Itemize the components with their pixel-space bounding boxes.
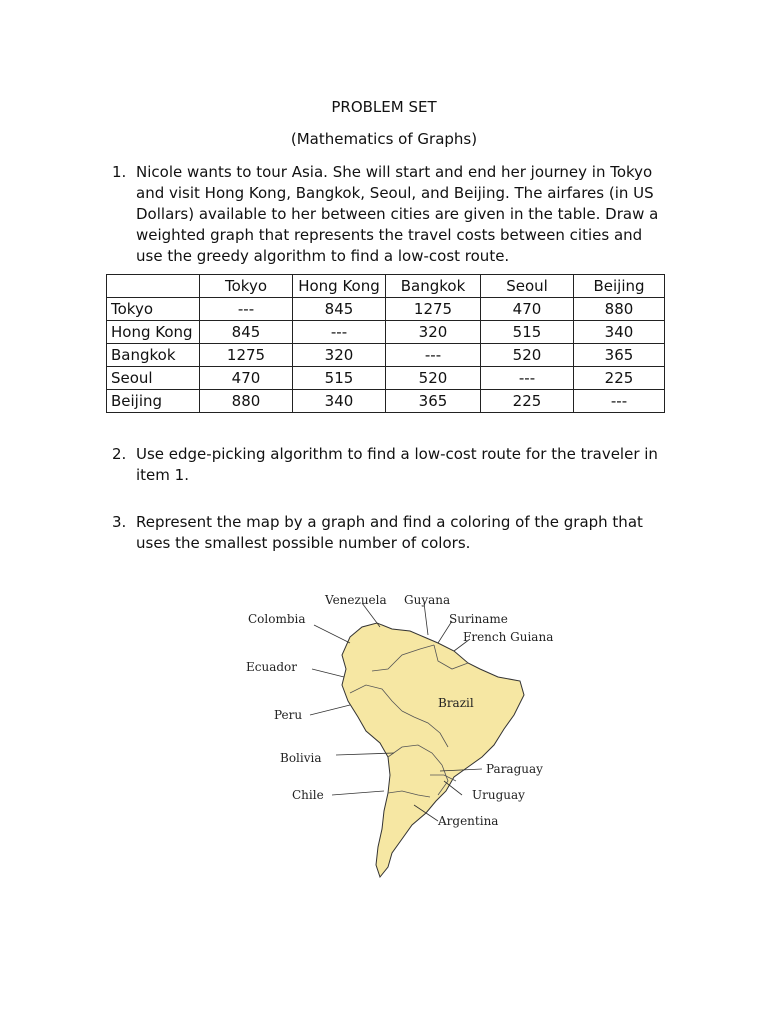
table-row [107, 298, 665, 321]
map-label-argentina: Argentina [438, 814, 499, 828]
question-number: 1. [112, 163, 127, 181]
table-row-header: Hong Kong [107, 321, 200, 344]
table-row-header: Beijing [107, 390, 200, 413]
table-cell: --- [293, 321, 386, 344]
map-label-guyana: Guyana [404, 593, 451, 607]
table-row [107, 344, 665, 367]
table-cell: 225 [574, 367, 665, 390]
map-label-colombia: Colombia [248, 612, 306, 626]
table-cell: 1275 [386, 298, 481, 321]
page-subtitle: (Mathematics of Graphs) [290, 130, 478, 148]
map-label-brazil: Brazil [438, 696, 474, 710]
table-cell: 515 [481, 321, 574, 344]
table-cell: 1275 [200, 344, 293, 367]
table-cell: 520 [386, 367, 481, 390]
map-label-venezuela: Venezuela [325, 593, 387, 607]
map-label-chile: Chile [292, 788, 324, 802]
table-cell: --- [481, 367, 574, 390]
question-2 [112, 444, 672, 486]
question-number: 3. [112, 513, 127, 531]
table-header-cell: Tokyo [200, 275, 293, 298]
map-label-uruguay: Uruguay [472, 788, 525, 802]
table-cell: 340 [293, 390, 386, 413]
table-cell: 365 [386, 390, 481, 413]
table-cell: 880 [574, 298, 665, 321]
table-header-cell: Bangkok [386, 275, 481, 298]
table-row [107, 367, 665, 390]
table-cell: 320 [293, 344, 386, 367]
question-3 [112, 512, 672, 554]
table-header-cell: Seoul [481, 275, 574, 298]
airfare-table [106, 274, 665, 413]
table-cell: 845 [293, 298, 386, 321]
map-label-paraguay: Paraguay [486, 762, 543, 776]
table-cell: 470 [200, 367, 293, 390]
page-title: PROBLEM SET [331, 98, 437, 116]
table-cell: --- [386, 344, 481, 367]
table-row-header: Tokyo [107, 298, 200, 321]
question-1 [112, 162, 672, 267]
south-america-map [242, 585, 582, 885]
table-row [107, 390, 665, 413]
table-cell: 880 [200, 390, 293, 413]
map-label-french-guiana: French Guiana [463, 630, 554, 644]
table-cell: 225 [481, 390, 574, 413]
question-text: Represent the map by a graph and find a coloring of the graph that uses the smallest possible number of colors. [136, 513, 643, 552]
table-cell: 520 [481, 344, 574, 367]
table-cell: 470 [481, 298, 574, 321]
table-header-row [107, 275, 665, 298]
table-cell: 515 [293, 367, 386, 390]
question-text: Nicole wants to tour Asia. She will start and end her journey in Tokyo and visit Hong Kong, Bangkok, Seoul, and Beijing. The airfares (in US Dollars) available to her between cities are given in the table. Draw a weighted graph that represents the travel costs between cities and use the greedy algorithm to find a low-cost route. [136, 163, 659, 265]
continent-shape [342, 623, 524, 877]
table-row-header: Bangkok [107, 344, 200, 367]
question-text: Use edge-picking algorithm to find a low-cost route for the traveler in item 1. [136, 445, 658, 484]
table-header-cell: Beijing [574, 275, 665, 298]
table-cell: 845 [200, 321, 293, 344]
map-label-ecuador: Ecuador [246, 660, 298, 674]
map-label-suriname: Suriname [449, 612, 508, 626]
map-label-peru: Peru [274, 708, 303, 722]
question-number: 2. [112, 445, 127, 463]
table-cell: --- [574, 390, 665, 413]
table-cell: 320 [386, 321, 481, 344]
table-cell: 365 [574, 344, 665, 367]
table-cell: --- [200, 298, 293, 321]
map-label-bolivia: Bolivia [280, 751, 322, 765]
table-row-header: Seoul [107, 367, 200, 390]
table-cell: 340 [574, 321, 665, 344]
table-header-cell: Hong Kong [293, 275, 386, 298]
table-header-cell [107, 275, 200, 298]
table-row [107, 321, 665, 344]
